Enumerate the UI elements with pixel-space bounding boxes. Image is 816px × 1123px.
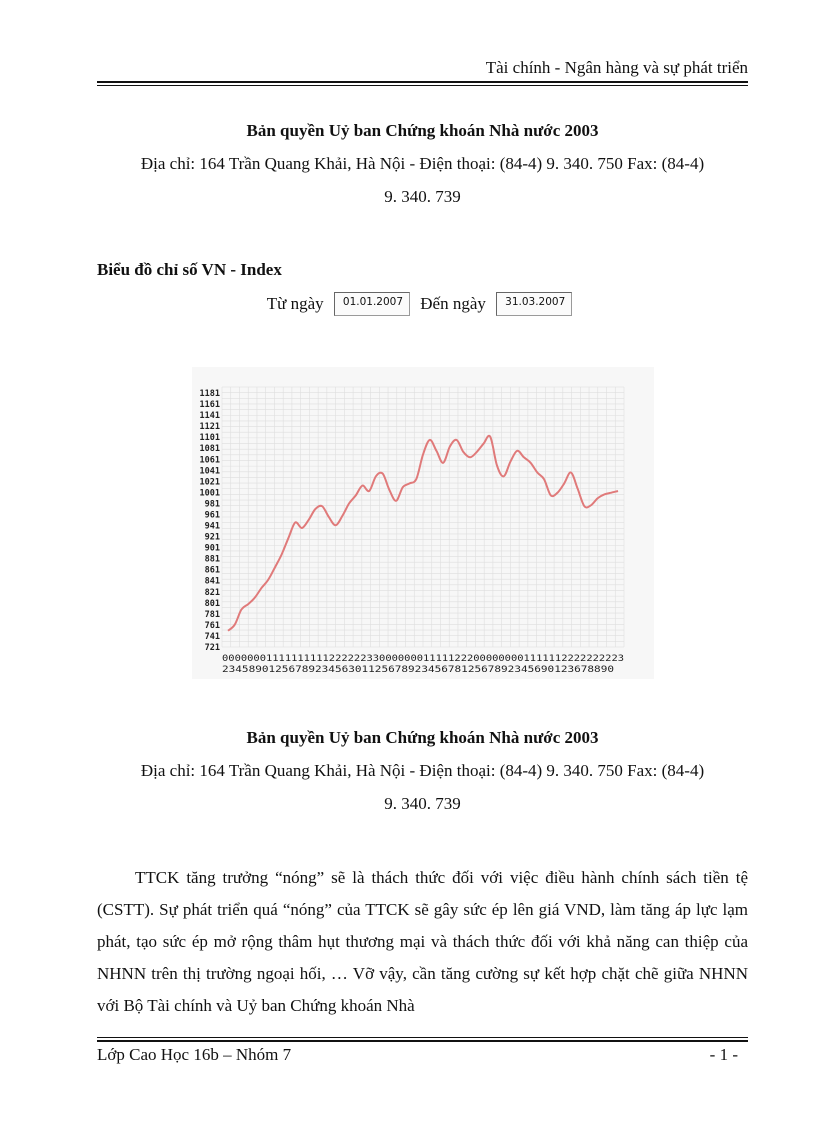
copyright-fax-top: 9. 340. 739 [384, 187, 461, 206]
data-point [557, 492, 558, 493]
body-paragraph: TTCK tăng trưởng “nóng” sẽ là thách thức đối với việc điều hành chính sách tiền tệ (CSTT). Sự phát triển quá “nóng” của TTCK sẽ gây sức ép lên giá VND, làm tăng áp lực lạm phát, tạo sức ép mở rộng thâm hụt thương mại và thách thức đối với khả năng can thiệp của NHNN trên thị trường ngoại hối, … Vỡ vậy, cần tăng cường sự kết hợp chặt chẽ giữa NHNN với Bộ Tài chính và Uỷ ban Chứng khoán Nhà [97, 868, 748, 1015]
date-range-row [97, 292, 748, 316]
data-point [422, 454, 423, 455]
y-tick-label: 781 [204, 609, 220, 620]
data-point [382, 473, 383, 474]
data-point [254, 597, 255, 598]
data-point [281, 553, 282, 554]
footer-rule [97, 1040, 748, 1042]
data-point [375, 476, 376, 477]
to-date-field[interactable]: 31.03.2007 [496, 292, 572, 316]
data-point [322, 506, 323, 507]
footer-class-label: Lớp Cao Học 16b – Nhóm 7 [97, 1045, 292, 1064]
y-tick-label: 981 [204, 499, 220, 510]
y-tick-label: 1121 [199, 422, 220, 433]
data-point [429, 439, 430, 440]
x-axis-ticks [222, 654, 624, 675]
data-point [570, 472, 571, 473]
y-tick-label: 801 [204, 598, 220, 609]
data-point [328, 517, 329, 518]
data-point [348, 503, 349, 504]
y-tick-label: 741 [204, 631, 220, 642]
data-point [227, 630, 228, 631]
data-point [268, 579, 269, 580]
copyright-address-bottom: Địa chỉ: 164 Trần Quang Khải, Hà Nội - Điện thoại: (84-4) 9. 340. 750 Fax: (84-4) [140, 761, 705, 780]
data-point [274, 567, 275, 568]
data-point [577, 488, 578, 489]
data-point [449, 446, 450, 447]
data-point [597, 497, 598, 498]
y-tick-label: 881 [204, 554, 220, 565]
data-point [537, 472, 538, 473]
data-point [483, 443, 484, 444]
data-point [436, 450, 437, 451]
y-tick-label: 1021 [199, 477, 220, 488]
from-date-label: Từ ngày [266, 294, 324, 313]
copyright-title-bottom: Bản quyền Uỷ ban Chứng khoán Nhà nước 2003 [246, 728, 599, 747]
footer-rule-thin [97, 1037, 748, 1038]
copyright-title-top: Bản quyền Uỷ ban Chứng khoán Nhà nước 2003 [246, 121, 599, 140]
data-point [241, 609, 242, 610]
x-tick-row-2: 23458901256789234563011256789234567812567892345690123678890 [222, 665, 614, 675]
header-rule-thin [97, 85, 748, 86]
to-date-label: Đến ngày [420, 294, 486, 313]
y-tick-label: 821 [204, 587, 220, 598]
y-tick-label: 961 [204, 510, 220, 521]
chart-section-title: Biểu đồ chỉ số VN - Index [97, 260, 282, 279]
y-tick-label: 861 [204, 565, 220, 576]
x-tick-row-1: 0000000111111111122222233000000011111222000000001111112222222223 [222, 654, 624, 664]
y-tick-label: 941 [204, 521, 220, 532]
data-point [295, 522, 296, 523]
y-tick-label: 841 [204, 576, 220, 587]
data-point [503, 476, 504, 477]
y-tick-label: 761 [204, 620, 220, 631]
data-point [523, 457, 524, 458]
y-tick-label: 1061 [199, 455, 220, 466]
data-point [355, 495, 356, 496]
data-point [248, 603, 249, 604]
data-point [604, 494, 605, 495]
header-title: Tài chính - Ngân hàng và sự phát triển [485, 58, 748, 77]
data-point [564, 483, 565, 484]
vn-index-chart [192, 367, 654, 679]
from-date-field[interactable]: 01.01.2007 [334, 292, 410, 316]
data-point [402, 487, 403, 488]
data-point [490, 436, 491, 437]
data-point [335, 525, 336, 526]
data-point [476, 451, 477, 452]
data-point [469, 457, 470, 458]
y-tick-label: 901 [204, 543, 220, 554]
data-point [396, 500, 397, 501]
data-point [308, 519, 309, 520]
y-tick-label: 721 [204, 643, 220, 653]
data-point [463, 451, 464, 452]
page-number: - 1 - [709, 1045, 738, 1064]
data-point [301, 527, 302, 528]
y-tick-label: 1001 [199, 488, 220, 499]
y-tick-label: 1081 [199, 444, 220, 455]
y-tick-label: 1181 [199, 389, 220, 399]
data-point [369, 490, 370, 491]
body-text [97, 862, 748, 1022]
data-point [530, 462, 531, 463]
data-point [409, 483, 410, 484]
data-point [543, 478, 544, 479]
y-tick-label: 1141 [199, 411, 220, 422]
data-point [416, 478, 417, 479]
data-point [591, 505, 592, 506]
data-point [584, 506, 585, 507]
y-tick-label: 1041 [199, 466, 220, 477]
data-point [617, 490, 618, 491]
y-tick-label: 1161 [199, 400, 220, 411]
data-point [389, 489, 390, 490]
data-point [342, 515, 343, 516]
data-point [261, 587, 262, 588]
data-point [362, 485, 363, 486]
data-point [288, 537, 289, 538]
data-point [496, 465, 497, 466]
data-point [510, 461, 511, 462]
data-point [315, 508, 316, 509]
data-point [517, 450, 518, 451]
data-point [443, 462, 444, 463]
data-point [611, 492, 612, 493]
copyright-address-top: Địa chỉ: 164 Trần Quang Khải, Hà Nội - Điện thoại: (84-4) 9. 340. 750 Fax: (84-4) [140, 154, 705, 173]
header-rule [97, 81, 748, 83]
data-point [234, 624, 235, 625]
y-tick-label: 921 [204, 532, 220, 543]
data-point [550, 495, 551, 496]
y-tick-label: 1101 [199, 433, 220, 444]
copyright-fax-bottom: 9. 340. 739 [384, 794, 461, 813]
data-point [456, 439, 457, 440]
chart-canvas [192, 367, 654, 679]
